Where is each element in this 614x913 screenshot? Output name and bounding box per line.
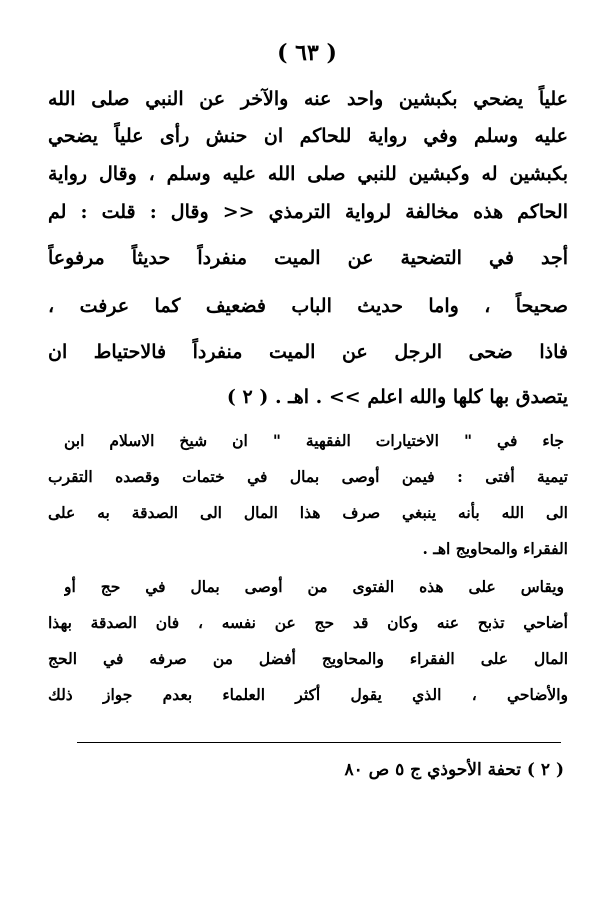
text-line: الى الله بأنه ينبغي صرف هذا المال الى الصدقة به على xyxy=(48,503,568,522)
page-number: ( ٦٣ ) xyxy=(277,40,337,66)
text-line: علياً يضحي بكبشين واحد عنه والآخر عن النبي صلى الله xyxy=(48,88,568,110)
text-line: بكبشين له وكبشين للنبي صلى الله عليه وسلم ، وقال رواية xyxy=(48,163,568,185)
text-line: يتصدق بها كلها والله اعلم >> . اهـ . ( ٢ ) xyxy=(226,386,568,408)
text-line: الفقراء والمحاويج اهـ . xyxy=(422,539,568,558)
text-line: فاذا ضحى الرجل عن الميت منفرداً فالاحتياط ان xyxy=(48,341,568,363)
text-line: صحيحاً ، واما حديث الباب فضعيف كما عرفت ، xyxy=(48,295,568,317)
footnote: ( ٢ ) تحفة الأحوذي ج ٥ ص ٨٠ xyxy=(344,760,564,780)
text-line: عليه وسلم وفي رواية للحاكم ان حنش رأى علياً يضحي xyxy=(48,125,568,147)
text-line: أجد في التضحية عن الميت منفرداً حديثاً مرفوعاً xyxy=(48,247,568,269)
footnote-divider xyxy=(77,742,561,743)
text-line: ويقاس على هذه الفتوى من أوصى بمال في حج أو xyxy=(64,577,564,596)
text-line: والأضاحي ، الذي يقول أكثر العلماء بعدم جواز ذلك xyxy=(48,685,568,704)
text-line: أضاحي تذبح عنه وكان قد حج عن نفسه ، فان الصدقة بهذا xyxy=(48,613,568,632)
text-line: الحاكم هذه مخالفة لرواية الترمذي << وقال : قلت : لم xyxy=(48,201,568,223)
text-line: جاء في " الاختيارات الفقهية " ان شيخ الاسلام ابن xyxy=(64,431,564,450)
text-line: المال على الفقراء والمحاويج أفضل من صرفه في الحج xyxy=(48,649,568,668)
text-line: تيمية أفتى : فيمن أوصى بمال في ختمات وقصده التقرب xyxy=(48,467,568,486)
